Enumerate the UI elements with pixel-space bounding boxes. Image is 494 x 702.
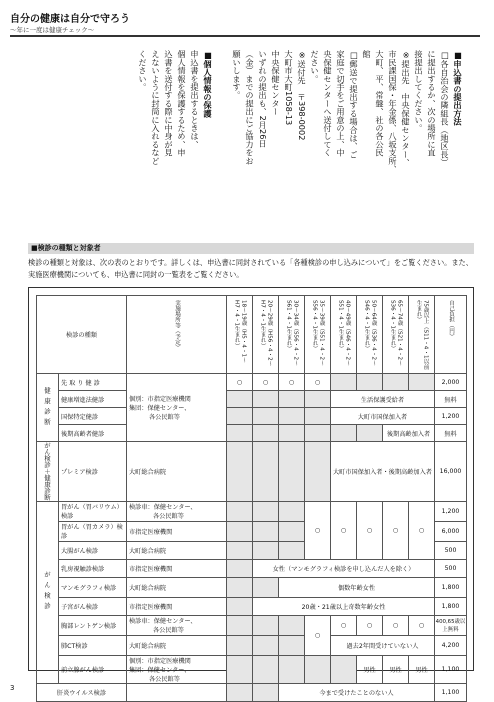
place-line: 個別：市指定医療機関 bbox=[129, 396, 191, 403]
page-number: 3 bbox=[10, 684, 15, 692]
circle-mark: ○ bbox=[331, 501, 357, 559]
circle-mark: ○ bbox=[279, 374, 305, 391]
empty-cell bbox=[253, 541, 279, 559]
circle-mark: ○ bbox=[357, 615, 383, 635]
row-name: 胃がん（胃バリウム）検診 bbox=[59, 501, 127, 521]
privacy-line: 申込書を提出するときは、 bbox=[190, 50, 200, 149]
header-fee-label: 自己負担（円） bbox=[448, 299, 454, 339]
row-name: マンモグラフィ検診 bbox=[59, 577, 127, 597]
empty-cell bbox=[227, 425, 253, 442]
age-label: 50〜64歳（S36・4・2〜S46・4・1生まれ） bbox=[363, 299, 377, 366]
circle-mark: ○ bbox=[331, 615, 357, 635]
empty-cell bbox=[227, 683, 253, 701]
target: 生活保護受給者 bbox=[331, 391, 435, 408]
circle-mark: ○ bbox=[409, 501, 435, 559]
submission-line: 大町、平、常盤、社の各公民 bbox=[375, 50, 385, 157]
empty-cell bbox=[227, 501, 253, 521]
empty-cell bbox=[127, 683, 227, 701]
empty-cell bbox=[279, 615, 305, 635]
empty-cell bbox=[331, 374, 357, 391]
fee: 500 bbox=[435, 559, 467, 577]
place-line: 集団：保健センター、 bbox=[129, 666, 191, 674]
submission-line: 願いします。 bbox=[232, 50, 242, 100]
category-label: がん検診＋健康診断 bbox=[43, 442, 51, 501]
row-name: 後期高齢者健診 bbox=[59, 425, 127, 442]
table-row bbox=[37, 635, 467, 655]
fee: 2,000 bbox=[435, 374, 467, 391]
empty-cell bbox=[357, 425, 383, 442]
header-age-30 bbox=[279, 296, 305, 374]
category-label: がん検診 bbox=[43, 571, 51, 613]
category-label: 健康診断 bbox=[43, 386, 51, 429]
row-name: 前立腺がん検診 bbox=[59, 655, 127, 683]
submission-line: 中央保健センター bbox=[271, 50, 281, 116]
male-mark: 男性 bbox=[409, 655, 435, 683]
category-gan-kenko bbox=[37, 442, 59, 502]
empty-cell bbox=[331, 425, 357, 442]
submission-line: ※送付先 〒398-0002 bbox=[297, 50, 307, 141]
empty-cell bbox=[227, 521, 253, 541]
circle-mark: ○ bbox=[305, 374, 331, 391]
header-age-18 bbox=[227, 296, 253, 374]
kenshin-table bbox=[36, 295, 467, 702]
submission-line: 大町市大町1058-13 bbox=[284, 50, 294, 126]
privacy-line: えないように封筒に入れるなど bbox=[151, 50, 161, 165]
page-title: 自分の健康は自分で守ろう bbox=[10, 14, 130, 25]
empty-cell bbox=[227, 541, 253, 559]
table-row bbox=[37, 597, 467, 615]
empty-cell bbox=[253, 391, 279, 408]
target: 後期高齢加入者 bbox=[383, 425, 435, 442]
circle-mark: ○ bbox=[357, 501, 383, 559]
fee: 16,000 bbox=[435, 442, 467, 502]
header-age-50 bbox=[357, 296, 383, 374]
target: 偶数年齢女性 bbox=[279, 577, 435, 597]
male-mark: 男性 bbox=[357, 655, 383, 683]
age-label: 30〜34歳（S56・4・2〜S61・4・1生まれ） bbox=[285, 299, 299, 366]
place-line: 各公民館等 bbox=[149, 675, 180, 683]
privacy-line: 個人情報を保護するため、申 bbox=[177, 50, 187, 157]
row-name: 子宮がん検診 bbox=[59, 597, 127, 615]
empty-cell bbox=[305, 655, 331, 683]
empty-cell bbox=[331, 655, 357, 683]
empty-cell bbox=[253, 501, 279, 521]
table-row bbox=[37, 655, 467, 683]
empty-cell bbox=[305, 408, 331, 425]
empty-cell bbox=[305, 425, 331, 442]
submission-line: いずれの提出も、2月26日 bbox=[258, 50, 268, 148]
circle-mark: ○ bbox=[383, 615, 409, 635]
age-label: 35〜39歳（S51・4・2〜S56・4・1生まれ） bbox=[311, 299, 325, 366]
empty-cell bbox=[279, 655, 305, 683]
place-line: 検診車：保健センター、 bbox=[129, 618, 197, 625]
empty-cell bbox=[227, 615, 253, 635]
empty-cell bbox=[305, 391, 331, 408]
circle-mark: ○ bbox=[227, 374, 253, 391]
empty-cell bbox=[279, 425, 305, 442]
target: 今まで受けたことのない人 bbox=[279, 683, 435, 701]
target: 20歳・21歳以上奇数年齢女性 bbox=[253, 597, 435, 615]
empty-cell bbox=[227, 408, 253, 425]
row-place bbox=[127, 615, 227, 635]
header-age-20 bbox=[253, 296, 279, 374]
row-place: 市指定医療機関 bbox=[127, 559, 227, 577]
submission-line: （金）までの提出にご協力をお bbox=[245, 50, 255, 165]
header-place-label: 実施場所等（予定） bbox=[174, 299, 180, 350]
privacy-heading: ■個人情報の保護 bbox=[203, 50, 213, 118]
empty-cell bbox=[227, 635, 253, 655]
table-header-row bbox=[37, 296, 467, 374]
empty-cell bbox=[227, 577, 253, 597]
empty-cell bbox=[253, 408, 279, 425]
submission-line: 央保健センターへ送付してく bbox=[323, 50, 333, 157]
age-label: 18〜19歳（H5・4・1〜H7・4・1生まれ） bbox=[233, 299, 247, 363]
table-row bbox=[37, 391, 467, 408]
target: 女性（マンモグラフィ検診を申し込んだ人を除く） bbox=[253, 559, 435, 577]
row-name: 肺CT検診 bbox=[59, 635, 127, 655]
table-row bbox=[37, 577, 467, 597]
vertical-column-privacy bbox=[110, 50, 214, 235]
fee: 無料 bbox=[435, 391, 467, 408]
vertical-column-submission bbox=[232, 50, 464, 235]
place-line: 各公民館等 bbox=[149, 414, 180, 421]
row-place: 大町総合病院 bbox=[127, 635, 227, 655]
header-type: 検診の種類 bbox=[37, 296, 127, 374]
submission-line: □郵送で提出する場合は、ご bbox=[349, 50, 359, 159]
circle-mark: ○ bbox=[409, 615, 435, 635]
row-name: 胸部レントゲン検診 bbox=[59, 615, 127, 635]
place-line: 集団：保健センター、 bbox=[129, 405, 191, 412]
empty-cell bbox=[357, 374, 383, 391]
fee: 1,100 bbox=[435, 683, 467, 701]
empty-cell bbox=[279, 442, 305, 502]
fee: 4,200 bbox=[435, 635, 467, 655]
empty-cell bbox=[409, 374, 435, 391]
row-name: 胃がん（胃カメラ）検診 bbox=[59, 521, 127, 541]
target: 大町市国保加入者・後期高齢加入者 bbox=[331, 442, 435, 502]
empty-cell bbox=[279, 541, 305, 559]
empty-cell bbox=[279, 635, 305, 655]
age-label: 20〜29歳（H56・4・2〜H7・4・1生まれ） bbox=[259, 299, 273, 366]
privacy-line: ください。 bbox=[138, 50, 148, 91]
fee: 1,800 bbox=[435, 597, 467, 615]
row-place: 市指定医療機関 bbox=[127, 521, 227, 541]
empty-cell bbox=[227, 655, 253, 683]
age-label: 75歳以上（S11・4・1以前生まれ） bbox=[415, 299, 429, 370]
kenshin-heading: ■検診の種類と対象者 bbox=[28, 243, 474, 254]
empty-cell bbox=[227, 391, 253, 408]
male-mark: 男性 bbox=[383, 655, 409, 683]
row-name: 先 取 り 健 診 bbox=[59, 374, 127, 391]
row-name: 健康増進法健診 bbox=[59, 391, 127, 408]
circle-mark: ○ bbox=[305, 501, 331, 559]
submission-heading: ■申込書の提出方法 bbox=[453, 50, 463, 126]
submission-line: □各自治会の隣組長（地区長） bbox=[440, 50, 450, 167]
empty-cell bbox=[253, 521, 279, 541]
place-line: 各公民館等 bbox=[153, 627, 184, 634]
row-name: 乳房視触診検診 bbox=[59, 559, 127, 577]
circle-mark: ○ bbox=[383, 501, 409, 559]
row-name: 国保特定健診 bbox=[59, 408, 127, 425]
table-row bbox=[37, 408, 467, 425]
fee: 500 bbox=[435, 541, 467, 559]
empty-cell bbox=[253, 442, 279, 502]
target: 大町市国保加入者 bbox=[331, 408, 435, 425]
empty-cell bbox=[279, 391, 305, 408]
empty-cell bbox=[227, 597, 253, 615]
empty-cell bbox=[227, 442, 253, 502]
row-name: 肝炎ウイルス検診 bbox=[37, 683, 127, 701]
category-kenko bbox=[37, 374, 59, 442]
row-place: 市指定医療機関 bbox=[127, 597, 227, 615]
table-row bbox=[37, 501, 467, 521]
table-row bbox=[37, 615, 467, 635]
kenshin-intro: 検診の種類と対象は、次の表のとおりです。詳しくは、申込書に同封されている「各種検診の申し込みについて」をご覧ください。また、実施医療機関についても、申込書に同封の一覧表をご覧ください。 bbox=[28, 258, 473, 279]
row-name: 大腸がん検診 bbox=[59, 541, 127, 559]
submission-line: 館 bbox=[362, 50, 372, 59]
place-line: 個別：市指定医療機関 bbox=[129, 657, 191, 665]
fee: 無料 bbox=[435, 425, 467, 442]
empty-cell bbox=[253, 683, 279, 701]
empty-cell bbox=[253, 655, 279, 683]
circle-mark: ○ bbox=[305, 615, 331, 655]
empty-cell bbox=[279, 408, 305, 425]
table-row bbox=[37, 425, 467, 442]
header-rule bbox=[10, 35, 480, 37]
submission-line: 接提出してください。 bbox=[414, 50, 424, 132]
submission-line: 市民課国保・年金係、八坂支所、 bbox=[388, 50, 398, 173]
age-label: 65〜74歳（S21・4・2〜S36・4・1生まれ） bbox=[389, 299, 403, 366]
fee: 1,200 bbox=[435, 501, 467, 521]
row-place: 大町総合病院 bbox=[127, 577, 227, 597]
empty-cell bbox=[279, 521, 305, 541]
table-row bbox=[37, 374, 467, 391]
row-place bbox=[127, 501, 227, 521]
header-age-35 bbox=[305, 296, 331, 374]
fee: 400,65歳以上無料 bbox=[435, 615, 467, 635]
privacy-line: 込書を送付する際に中身が見 bbox=[164, 50, 174, 157]
submission-line: ※提出先 中央保健センター、 bbox=[401, 50, 411, 167]
circle-mark: ○ bbox=[253, 374, 279, 391]
header-age-65 bbox=[383, 296, 409, 374]
fee: 6,000 bbox=[435, 521, 467, 541]
row-place bbox=[127, 655, 227, 683]
age-label: 40〜49歳（S46・4・2〜S51・4・1生まれ） bbox=[337, 299, 351, 366]
submission-line: 家庭で切手をご用意の上、中 bbox=[336, 50, 346, 157]
row-place: 大町総合病院 bbox=[127, 541, 227, 559]
table-row bbox=[37, 559, 467, 577]
category-gan bbox=[37, 501, 59, 683]
empty-cell bbox=[253, 577, 279, 597]
fee: 1,800 bbox=[435, 577, 467, 597]
header-fee bbox=[435, 296, 467, 374]
place-line: 検診車：保健センター、 bbox=[129, 504, 197, 511]
submission-line: に提出するか、次の場所に直 bbox=[427, 50, 437, 157]
header-age-40 bbox=[331, 296, 357, 374]
header-place bbox=[127, 296, 227, 374]
target: 過去2年間受けていない人 bbox=[331, 635, 435, 655]
empty-cell bbox=[227, 559, 253, 577]
empty-cell bbox=[383, 374, 409, 391]
row-name: プレミア検診 bbox=[59, 442, 127, 502]
row-place: 大町総合病院 bbox=[127, 442, 227, 502]
table-row bbox=[37, 442, 467, 502]
place-line: 各公民館等 bbox=[153, 513, 184, 520]
header-age-75 bbox=[409, 296, 435, 374]
row-place bbox=[127, 374, 227, 442]
fee: 1,100 bbox=[435, 655, 467, 683]
empty-cell bbox=[279, 501, 305, 521]
table-row bbox=[37, 683, 467, 701]
empty-cell bbox=[305, 442, 331, 502]
empty-cell bbox=[253, 425, 279, 442]
empty-cell bbox=[253, 635, 279, 655]
page-subtitle: 〜年に一度は健康チェック〜 bbox=[10, 26, 95, 34]
submission-line: ださい。 bbox=[310, 50, 320, 83]
fee: 1,200 bbox=[435, 408, 467, 425]
empty-cell bbox=[253, 615, 279, 635]
